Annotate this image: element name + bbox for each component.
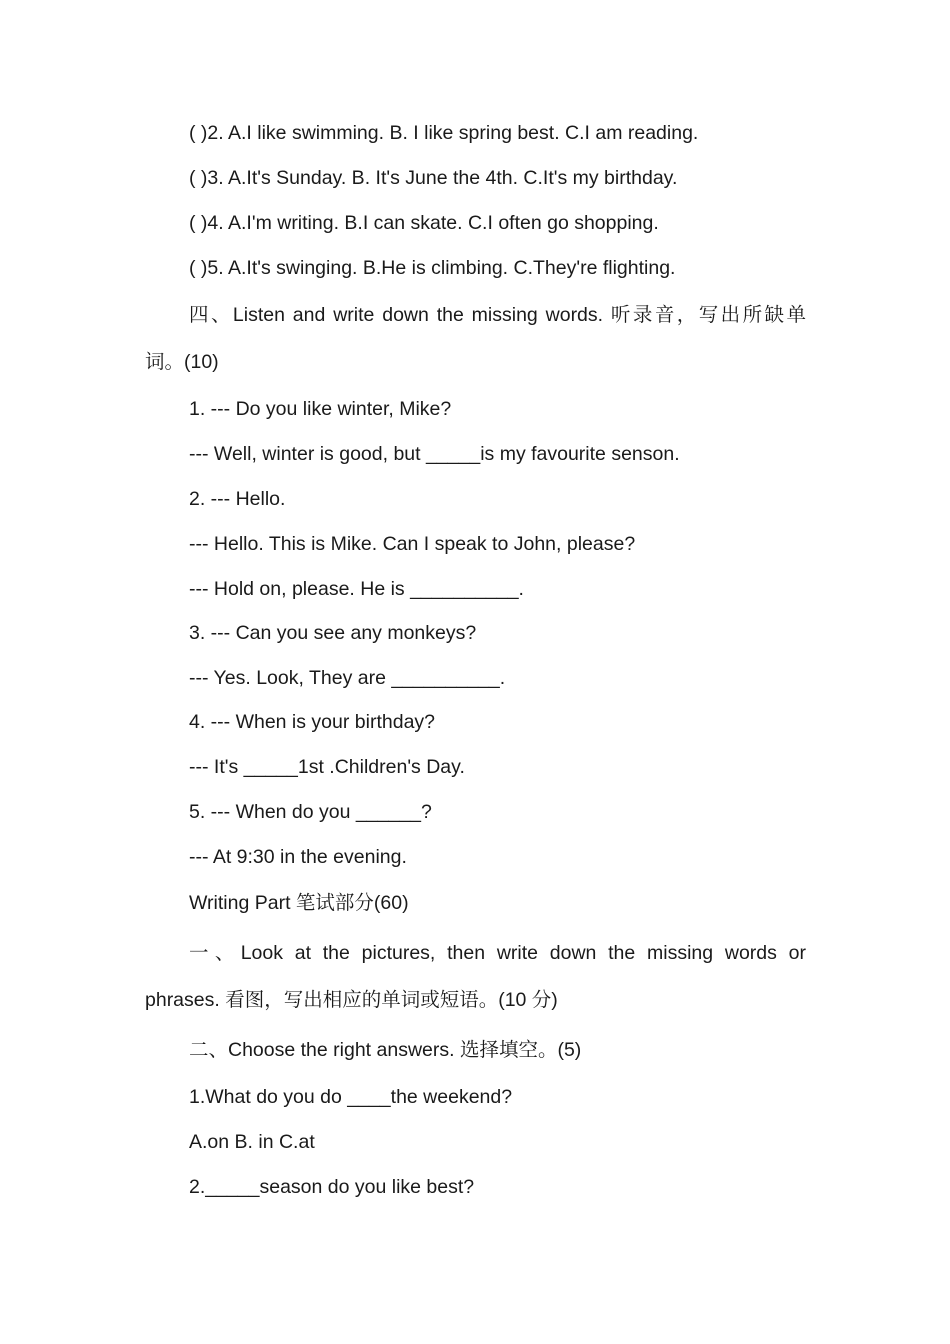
section4-item: --- It's _____1st .Children's Day. xyxy=(189,756,465,778)
writing-section2-heading: 二、Choose the right answers. 选择填空。(5) xyxy=(189,1039,582,1061)
listening-answer-5: ( )5. A.It's swinging. B.He is climbing. C.They're flighting. xyxy=(189,257,676,279)
listening-answer-2: ( )2. A.I like swimming. B. I like spring best. C.I am reading. xyxy=(189,122,699,144)
section4-item: 4. --- When is your birthday? xyxy=(189,711,436,733)
writing-section1-heading: 一、Look at the pictures, then write down the missing words or xyxy=(189,942,806,964)
section4-item: --- Well, winter is good, but _____is my favourite senson. xyxy=(189,443,680,465)
section4-item: --- Yes. Look, They are __________. xyxy=(189,667,506,689)
section4-heading: 四、Listen and write down the missing words. 听录音，写出所缺单 xyxy=(189,304,806,326)
choice-question-1-options: A.on B. in C.at xyxy=(189,1131,315,1153)
section4-item: --- At 9:30 in the evening. xyxy=(189,846,407,868)
listening-answer-3: ( )3. A.It's Sunday. B. It's June the 4th. C.It's my birthday. xyxy=(189,167,678,189)
section4-item: 2. --- Hello. xyxy=(189,488,286,510)
section4-item: --- Hello. This is Mike. Can I speak to John, please? xyxy=(189,533,636,555)
section4-item: 1. --- Do you like winter, Mike? xyxy=(189,398,452,420)
section4-item: 3. --- Can you see any monkeys? xyxy=(189,622,477,644)
writing-section1-heading-cont: phrases. 看图，写出相应的单词或短语。(10 分) xyxy=(145,989,558,1011)
section4-item: 5. --- When do you ______? xyxy=(189,801,432,823)
section4-item: --- Hold on, please. He is __________. xyxy=(189,578,524,600)
listening-answer-4: ( )4. A.I'm writing. B.I can skate. C.I often go shopping. xyxy=(189,212,659,234)
writing-part-title: Writing Part 笔试部分(60) xyxy=(189,892,409,914)
section4-heading-cont: 词。(10) xyxy=(145,351,219,373)
choice-question-2: 2._____season do you like best? xyxy=(189,1176,475,1198)
choice-question-1: 1.What do you do ____the weekend? xyxy=(189,1086,513,1108)
